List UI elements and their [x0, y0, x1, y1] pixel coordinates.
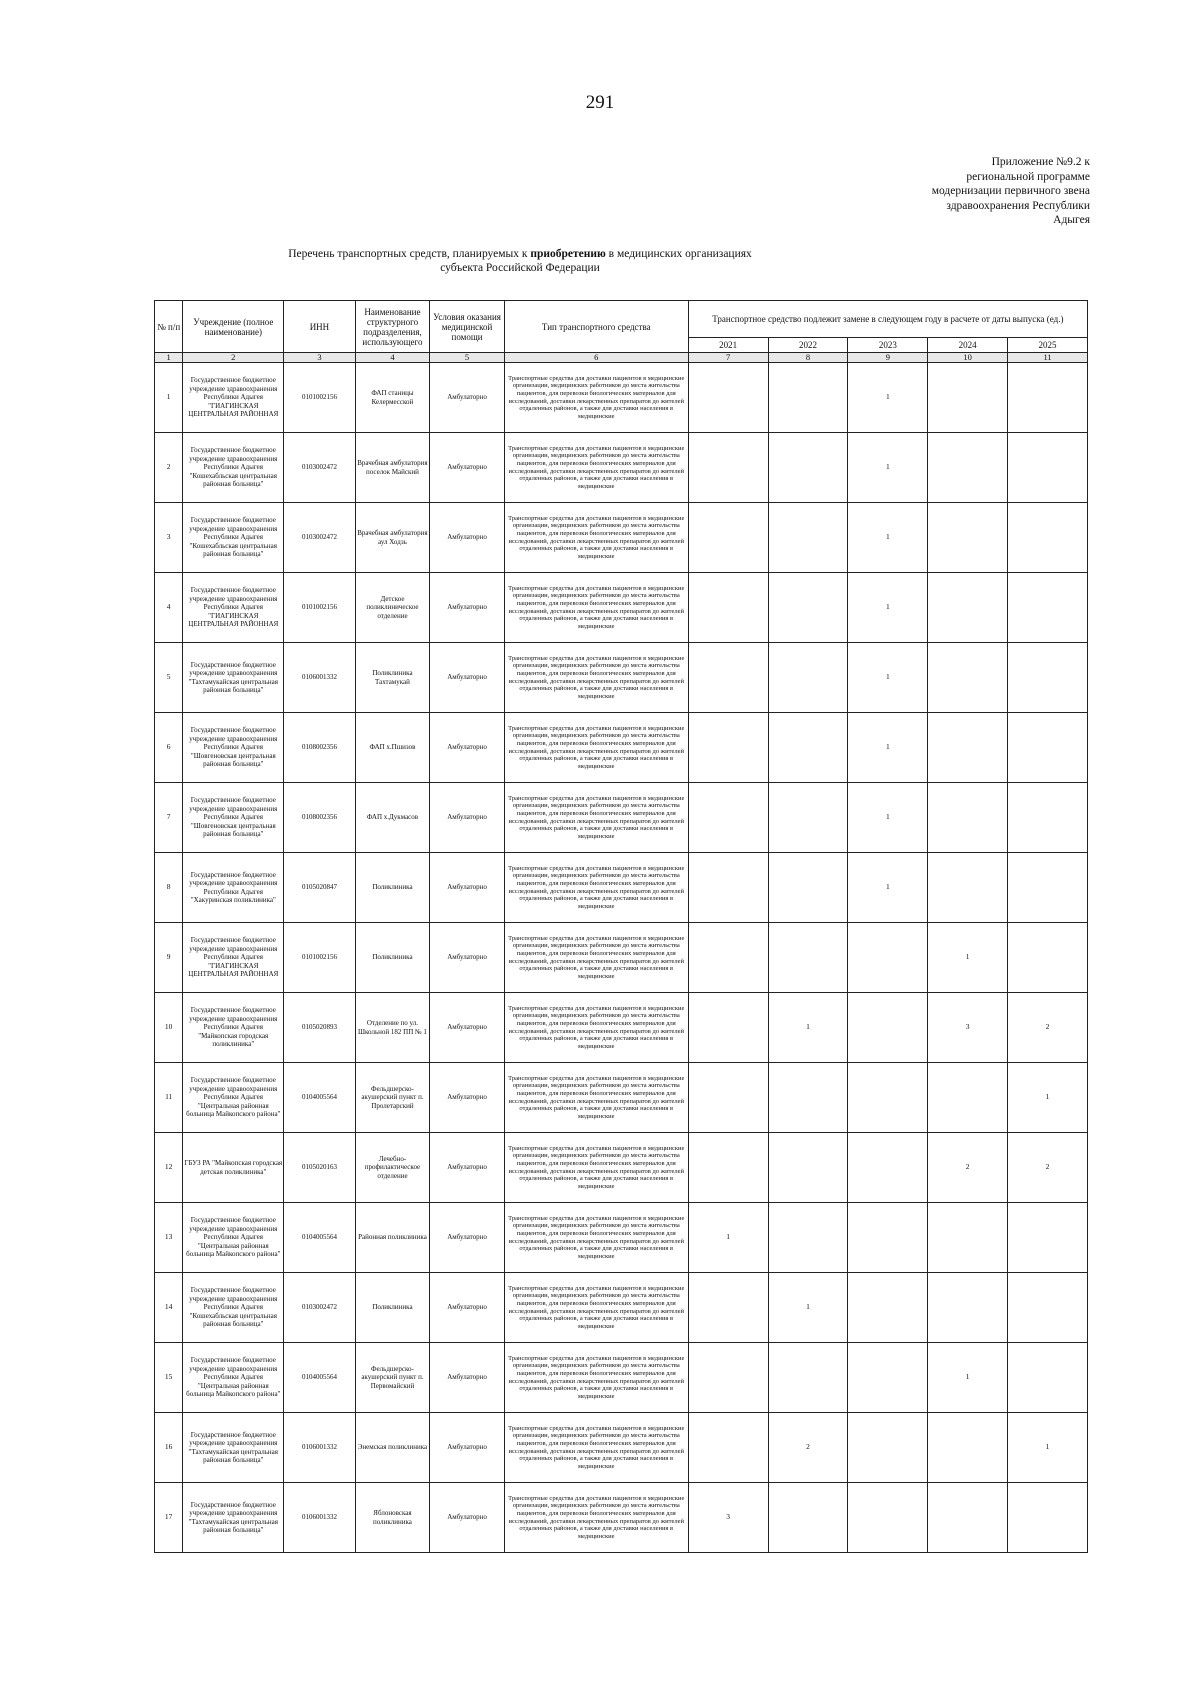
- row-number: 16: [155, 1413, 183, 1483]
- replacement-2023: [848, 923, 928, 993]
- appendix-line: региональной программе: [966, 170, 1090, 183]
- vehicle-type: Транспортные средства для доставки пациентов в медицинские организации, медицинских работников до места жительства пациентов, для перевозки биологических материалов для исследований, доставки лекарственных препаратов до жителей отдаленных районов, а также для доставки населения в медицинские: [504, 1483, 688, 1553]
- institution-name: Государственное бюджетное учреждение здравоохранения Республики Адыгея "Хакуринская поликлиника": [183, 853, 284, 923]
- institution-name: Государственное бюджетное учреждение здравоохранения "Тахтамукайская центральная районная больница": [183, 643, 284, 713]
- replacement-2021: [688, 923, 768, 993]
- appendix-line: здравоохранения Республики: [946, 199, 1090, 212]
- unit-name: Врачебная амбулатория аул Ходзь: [355, 503, 430, 573]
- institution-name: Государственное бюджетное учреждение здравоохранения Республики Адыгея "Кошехабльская центральная районная больница": [183, 433, 284, 503]
- column-number: 3: [284, 353, 355, 363]
- care-conditions: Амбулаторно: [430, 1203, 505, 1273]
- care-conditions: Амбулаторно: [430, 1273, 505, 1343]
- inn-value: 0101002156: [284, 363, 355, 433]
- unit-name: Фельдшерско-акушерский пункт п. Первомайский: [355, 1343, 430, 1413]
- institution-name: Государственное бюджетное учреждение здравоохранения Республики Адыгея "Шовгеновская центральная районная больница": [183, 713, 284, 783]
- inn-value: 0106001332: [284, 1483, 355, 1553]
- replacement-2024: [928, 1203, 1008, 1273]
- replacement-2022: [768, 433, 848, 503]
- care-conditions: Амбулаторно: [430, 1063, 505, 1133]
- replacement-2023: 1: [848, 853, 928, 923]
- replacement-2023: 1: [848, 433, 928, 503]
- row-number: 2: [155, 433, 183, 503]
- inn-value: 0104005564: [284, 1063, 355, 1133]
- replacement-2025: 1: [1008, 1413, 1088, 1483]
- unit-name: Яблоновская поликлиника: [355, 1483, 430, 1553]
- care-conditions: Амбулаторно: [430, 1343, 505, 1413]
- row-number: 10: [155, 993, 183, 1063]
- care-conditions: Амбулаторно: [430, 993, 505, 1063]
- replacement-2025: 2: [1008, 1133, 1088, 1203]
- inn-value: 0108002356: [284, 783, 355, 853]
- institution-name: Государственное бюджетное учреждение здравоохранения Республики Адыгея "Центральная районная больница Майкопского района": [183, 1063, 284, 1133]
- institution-name: Государственное бюджетное учреждение здравоохранения Республики Адыгея "ГИАГИНСКАЯ ЦЕНТРАЛЬНАЯ РАЙОННАЯ: [183, 923, 284, 993]
- replacement-2025: [1008, 1483, 1088, 1553]
- table-row: [155, 503, 1088, 573]
- row-number: 14: [155, 1273, 183, 1343]
- replacement-2022: [768, 643, 848, 713]
- replacement-2023: [848, 1343, 928, 1413]
- unit-name: Поликлиника: [355, 923, 430, 993]
- replacement-2024: 1: [928, 923, 1008, 993]
- replacement-2024: [928, 1483, 1008, 1553]
- replacement-2024: [928, 363, 1008, 433]
- replacement-2022: [768, 1343, 848, 1413]
- appendix-line: Приложение №9.2 к: [991, 156, 1090, 168]
- vehicle-type: Транспортные средства для доставки пациентов в медицинские организации, медицинских работников до места жительства пациентов, для перевозки биологических материалов для исследований, доставки лекарственных препаратов до жителей отдаленных районов, а также для доставки населения в медицинские: [504, 503, 688, 573]
- replacement-2021: [688, 1273, 768, 1343]
- table-row: [155, 1483, 1088, 1553]
- row-number: 6: [155, 713, 183, 783]
- replacement-2023: [848, 1063, 928, 1133]
- institution-name: Государственное бюджетное учреждение здравоохранения Республики Адыгея "Майкопская городская поликлиника": [183, 993, 284, 1063]
- row-number: 7: [155, 783, 183, 853]
- replacement-2025: [1008, 1203, 1088, 1273]
- replacement-2021: 3: [688, 1483, 768, 1553]
- care-conditions: Амбулаторно: [430, 573, 505, 643]
- header-year-2025: 2025: [1008, 338, 1088, 353]
- inn-value: 0101002156: [284, 923, 355, 993]
- replacement-2025: [1008, 503, 1088, 573]
- inn-value: 0106001332: [284, 643, 355, 713]
- replacement-2023: [848, 1483, 928, 1553]
- replacement-2021: [688, 783, 768, 853]
- column-number: 11: [1008, 353, 1088, 363]
- inn-value: 0108002356: [284, 713, 355, 783]
- column-number: 8: [768, 353, 848, 363]
- institution-name: Государственное бюджетное учреждение здравоохранения Республики Адыгея "Центральная районная больница Майкопского района": [183, 1343, 284, 1413]
- replacement-2022: [768, 1133, 848, 1203]
- replacement-2022: [768, 573, 848, 643]
- table-row: [155, 573, 1088, 643]
- replacement-2025: 1: [1008, 1063, 1088, 1133]
- replacement-2024: 3: [928, 993, 1008, 1063]
- unit-name: Поликлиника: [355, 853, 430, 923]
- unit-name: Фельдшерско-акушерский пункт п. Пролетарский: [355, 1063, 430, 1133]
- replacement-2024: 2: [928, 1133, 1008, 1203]
- replacement-2022: [768, 923, 848, 993]
- row-number: 5: [155, 643, 183, 713]
- unit-name: ФАП х.Пшизов: [355, 713, 430, 783]
- replacement-2024: [928, 1413, 1008, 1483]
- table-row: [155, 713, 1088, 783]
- replacement-2023: 1: [848, 643, 928, 713]
- row-number: 9: [155, 923, 183, 993]
- appendix-line: Адыгея: [1053, 214, 1090, 226]
- replacement-2021: [688, 993, 768, 1063]
- unit-name: Поликлиника: [355, 1273, 430, 1343]
- unit-name: Детское поликлиническое отделение: [355, 573, 430, 643]
- replacement-2021: [688, 1063, 768, 1133]
- replacement-2024: [928, 783, 1008, 853]
- replacement-2021: [688, 433, 768, 503]
- institution-name: Государственное бюджетное учреждение здравоохранения Республики Адыгея "Кошехабльская центральная районная больница": [183, 503, 284, 573]
- care-conditions: Амбулаторно: [430, 1413, 505, 1483]
- care-conditions: Амбулаторно: [430, 503, 505, 573]
- care-conditions: Амбулаторно: [430, 363, 505, 433]
- care-conditions: Амбулаторно: [430, 853, 505, 923]
- header-num: № п/п: [155, 301, 183, 353]
- row-number: 13: [155, 1203, 183, 1273]
- column-number: 6: [504, 353, 688, 363]
- replacement-2025: [1008, 1273, 1088, 1343]
- inn-value: 0103002472: [284, 1273, 355, 1343]
- replacement-2025: [1008, 853, 1088, 923]
- replacement-2022: [768, 503, 848, 573]
- replacement-2023: [848, 1133, 928, 1203]
- vehicle-type: Транспортные средства для доставки пациентов в медицинские организации, медицинских работников до места жительства пациентов, для перевозки биологических материалов для исследований, доставки лекарственных препаратов до жителей отдаленных районов, а также для доставки населения в медицинские: [504, 1273, 688, 1343]
- header-year-2024: 2024: [928, 338, 1008, 353]
- replacement-2022: [768, 713, 848, 783]
- institution-name: Государственное бюджетное учреждение здравоохранения "Тахтамукайская центральная районная больница": [183, 1413, 284, 1483]
- header-year-2021: 2021: [688, 338, 768, 353]
- table-row: [155, 853, 1088, 923]
- column-number: 5: [430, 353, 505, 363]
- vehicle-type: Транспортные средства для доставки пациентов в медицинские организации, медицинских работников до места жительства пациентов, для перевозки биологических материалов для исследований, доставки лекарственных препаратов до жителей отдаленных районов, а также для доставки населения в медицинские: [504, 1133, 688, 1203]
- replacement-2024: [928, 503, 1008, 573]
- replacement-2025: [1008, 643, 1088, 713]
- row-number: 15: [155, 1343, 183, 1413]
- replacement-2024: [928, 853, 1008, 923]
- replacement-2024: [928, 573, 1008, 643]
- row-number: 1: [155, 363, 183, 433]
- header-vehicle-type: Тип транспортного средства: [504, 301, 688, 353]
- replacement-2024: 1: [928, 1343, 1008, 1413]
- table-row: [155, 1133, 1088, 1203]
- replacement-2025: [1008, 923, 1088, 993]
- institution-name: ГБУЗ РА "Майкопская городская детская поликлиника": [183, 1133, 284, 1203]
- table-row: [155, 923, 1088, 993]
- title-line-2: субъекта Российской Федерации: [440, 262, 600, 274]
- inn-value: 0103002472: [284, 503, 355, 573]
- replacement-2023: [848, 1203, 928, 1273]
- replacement-2023: 1: [848, 363, 928, 433]
- header-unit: Наименование структурного подразделения, использующего: [355, 301, 430, 353]
- replacement-2024: [928, 433, 1008, 503]
- vehicles-table: [154, 300, 1088, 1553]
- column-number: 7: [688, 353, 768, 363]
- institution-name: Государственное бюджетное учреждение здравоохранения Республики Адыгея "Кошехабльская центральная районная больница": [183, 1273, 284, 1343]
- column-number-row: [155, 353, 1088, 363]
- replacement-2022: [768, 853, 848, 923]
- inn-value: 0104005564: [284, 1203, 355, 1273]
- inn-value: 0105020847: [284, 853, 355, 923]
- replacement-2021: [688, 1343, 768, 1413]
- replacement-2025: [1008, 433, 1088, 503]
- replacement-2022: [768, 1483, 848, 1553]
- replacement-2024: [928, 1273, 1008, 1343]
- replacement-2022: 2: [768, 1413, 848, 1483]
- vehicle-type: Транспортные средства для доставки пациентов в медицинские организации, медицинских работников до места жительства пациентов, для перевозки биологических материалов для исследований, доставки лекарственных препаратов до жителей отдаленных районов, а также для доставки населения в медицинские: [504, 853, 688, 923]
- care-conditions: Амбулаторно: [430, 713, 505, 783]
- replacement-2021: [688, 1133, 768, 1203]
- unit-name: Врачебная амбулатория поселок Майский: [355, 433, 430, 503]
- unit-name: Энемская поликлиника: [355, 1413, 430, 1483]
- vehicle-type: Транспортные средства для доставки пациентов в медицинские организации, медицинских работников до места жительства пациентов, для перевозки биологических материалов для исследований, доставки лекарственных препаратов до жителей отдаленных районов, а также для доставки населения в медицинские: [504, 713, 688, 783]
- replacement-2022: 1: [768, 993, 848, 1063]
- table-row: [155, 1203, 1088, 1273]
- replacement-2021: [688, 1413, 768, 1483]
- care-conditions: Амбулаторно: [430, 923, 505, 993]
- inn-value: 0103002472: [284, 433, 355, 503]
- table-row: [155, 1413, 1088, 1483]
- replacement-2022: [768, 1063, 848, 1133]
- replacement-2021: [688, 713, 768, 783]
- replacement-2024: [928, 643, 1008, 713]
- vehicle-type: Транспортные средства для доставки пациентов в медицинские организации, медицинских работников до места жительства пациентов, для перевозки биологических материалов для исследований, доставки лекарственных препаратов до жителей отдаленных районов, а также для доставки населения в медицинские: [504, 1343, 688, 1413]
- title-bold-word: приобретению: [530, 248, 606, 260]
- institution-name: Государственное бюджетное учреждение здравоохранения Республики Адыгея "Шовгеновская центральная районная больница": [183, 783, 284, 853]
- document-title: [240, 247, 800, 275]
- inn-value: 0106001332: [284, 1413, 355, 1483]
- column-number: 9: [848, 353, 928, 363]
- column-number: 10: [928, 353, 1008, 363]
- care-conditions: Амбулаторно: [430, 643, 505, 713]
- vehicle-type: Транспортные средства для доставки пациентов в медицинские организации, медицинских работников до места жительства пациентов, для перевозки биологических материалов для исследований, доставки лекарственных препаратов до жителей отдаленных районов, а также для доставки населения в медицинские: [504, 573, 688, 643]
- column-number: 1: [155, 353, 183, 363]
- replacement-2025: [1008, 713, 1088, 783]
- table-row: [155, 1273, 1088, 1343]
- header-year-2023: 2023: [848, 338, 928, 353]
- table-row: [155, 1063, 1088, 1133]
- inn-value: 0105020893: [284, 993, 355, 1063]
- table-row: [155, 783, 1088, 853]
- row-number: 11: [155, 1063, 183, 1133]
- appendix-line: модернизации первичного звена: [931, 185, 1090, 197]
- institution-name: Государственное бюджетное учреждение здравоохранения Республики Адыгея "ГИАГИНСКАЯ ЦЕНТРАЛЬНАЯ РАЙОННАЯ: [183, 363, 284, 433]
- replacement-2023: 1: [848, 503, 928, 573]
- replacement-2025: 2: [1008, 993, 1088, 1063]
- row-number: 17: [155, 1483, 183, 1553]
- care-conditions: Амбулаторно: [430, 433, 505, 503]
- institution-name: Государственное бюджетное учреждение здравоохранения Республики Адыгея "ГИАГИНСКАЯ ЦЕНТРАЛЬНАЯ РАЙОННАЯ: [183, 573, 284, 643]
- title-part: в медицинских организациях: [605, 248, 752, 260]
- replacement-2024: [928, 713, 1008, 783]
- vehicle-type: Транспортные средства для доставки пациентов в медицинские организации, медицинских работников до места жительства пациентов, для перевозки биологических материалов для исследований, доставки лекарственных препаратов до жителей отдаленных районов, а также для доставки населения в медицинские: [504, 363, 688, 433]
- replacement-2023: [848, 1413, 928, 1483]
- institution-name: Государственное бюджетное учреждение здравоохранения Республики Адыгея "Центральная районная больница Майкопского района": [183, 1203, 284, 1273]
- header-replacement: Транспортное средство подлежит замене в следующем году в расчете от даты выпуска (ед.): [688, 301, 1087, 338]
- replacement-2022: [768, 783, 848, 853]
- care-conditions: Амбулаторно: [430, 1483, 505, 1553]
- unit-name: ФАП х.Дукмасов: [355, 783, 430, 853]
- unit-name: Поликлиника Тахтамукай: [355, 643, 430, 713]
- vehicle-type: Транспортные средства для доставки пациентов в медицинские организации, медицинских работников до места жительства пациентов, для перевозки биологических материалов для исследований, доставки лекарственных препаратов до жителей отдаленных районов, а также для доставки населения в медицинские: [504, 1413, 688, 1483]
- table-row: [155, 363, 1088, 433]
- unit-name: Районная поликлиника: [355, 1203, 430, 1273]
- header-year-2022: 2022: [768, 338, 848, 353]
- inn-value: 0101002156: [284, 573, 355, 643]
- inn-value: 0105020163: [284, 1133, 355, 1203]
- replacement-2021: [688, 573, 768, 643]
- header-institution: Учреждение (полное наименование): [183, 301, 284, 353]
- vehicle-type: Транспортные средства для доставки пациентов в медицинские организации, медицинских работников до места жительства пациентов, для перевозки биологических материалов для исследований, доставки лекарственных препаратов до жителей отдаленных районов, а также для доставки населения в медицинские: [504, 1203, 688, 1273]
- table-row: [155, 643, 1088, 713]
- header-inn: ИНН: [284, 301, 355, 353]
- care-conditions: Амбулаторно: [430, 1133, 505, 1203]
- vehicle-type: Транспортные средства для доставки пациентов в медицинские организации, медицинских работников до места жительства пациентов, для перевозки биологических материалов для исследований, доставки лекарственных препаратов до жителей отдаленных районов, а также для доставки населения в медицинские: [504, 993, 688, 1063]
- vehicle-type: Транспортные средства для доставки пациентов в медицинские организации, медицинских работников до места жительства пациентов, для перевозки биологических материалов для исследований, доставки лекарственных препаратов до жителей отдаленных районов, а также для доставки населения в медицинские: [504, 643, 688, 713]
- appendix-note: [850, 155, 1090, 228]
- table-row: [155, 993, 1088, 1063]
- replacement-2025: [1008, 1343, 1088, 1413]
- unit-name: ФАП станицы Келермесской: [355, 363, 430, 433]
- row-number: 12: [155, 1133, 183, 1203]
- replacement-2023: 1: [848, 713, 928, 783]
- replacement-2024: [928, 1063, 1008, 1133]
- replacement-2021: [688, 853, 768, 923]
- replacement-2022: [768, 363, 848, 433]
- replacement-2021: [688, 363, 768, 433]
- column-number: 4: [355, 353, 430, 363]
- vehicle-type: Транспортные средства для доставки пациентов в медицинские организации, медицинских работников до места жительства пациентов, для перевозки биологических материалов для исследований, доставки лекарственных препаратов до жителей отдаленных районов, а также для доставки населения в медицинские: [504, 433, 688, 503]
- replacement-2023: 1: [848, 573, 928, 643]
- replacement-2025: [1008, 783, 1088, 853]
- column-number: 2: [183, 353, 284, 363]
- replacement-2023: 1: [848, 783, 928, 853]
- vehicle-type: Транспортные средства для доставки пациентов в медицинские организации, медицинских работников до места жительства пациентов, для перевозки биологических материалов для исследований, доставки лекарственных препаратов до жителей отдаленных районов, а также для доставки населения в медицинские: [504, 923, 688, 993]
- replacement-2023: [848, 993, 928, 1063]
- unit-name: Лечебно-профилактическое отделение: [355, 1133, 430, 1203]
- vehicle-type: Транспортные средства для доставки пациентов в медицинские организации, медицинских работников до места жительства пациентов, для перевозки биологических материалов для исследований, доставки лекарственных препаратов до жителей отдаленных районов, а также для доставки населения в медицинские: [504, 783, 688, 853]
- inn-value: 0104005564: [284, 1343, 355, 1413]
- replacement-2025: [1008, 573, 1088, 643]
- replacement-2022: [768, 1203, 848, 1273]
- replacement-2021: [688, 643, 768, 713]
- replacement-2021: 1: [688, 1203, 768, 1273]
- page-number: 291: [585, 92, 615, 113]
- row-number: 4: [155, 573, 183, 643]
- institution-name: Государственное бюджетное учреждение здравоохранения "Тахтамукайская центральная районная больница": [183, 1483, 284, 1553]
- replacement-2022: 1: [768, 1273, 848, 1343]
- row-number: 3: [155, 503, 183, 573]
- care-conditions: Амбулаторно: [430, 783, 505, 853]
- title-part: Перечень транспортных средств, планируемых к: [288, 248, 531, 260]
- row-number: 8: [155, 853, 183, 923]
- replacement-2025: [1008, 363, 1088, 433]
- header-conditions: Условия оказания медицинской помощи: [430, 301, 505, 353]
- unit-name: Отделение по ул. Школьной 182 ПП № 1: [355, 993, 430, 1063]
- table-row: [155, 433, 1088, 503]
- table-row: [155, 1343, 1088, 1413]
- replacement-2023: [848, 1273, 928, 1343]
- replacement-2021: [688, 503, 768, 573]
- vehicle-type: Транспортные средства для доставки пациентов в медицинские организации, медицинских работников до места жительства пациентов, для перевозки биологических материалов для исследований, доставки лекарственных препаратов до жителей отдаленных районов, а также для доставки населения в медицинские: [504, 1063, 688, 1133]
